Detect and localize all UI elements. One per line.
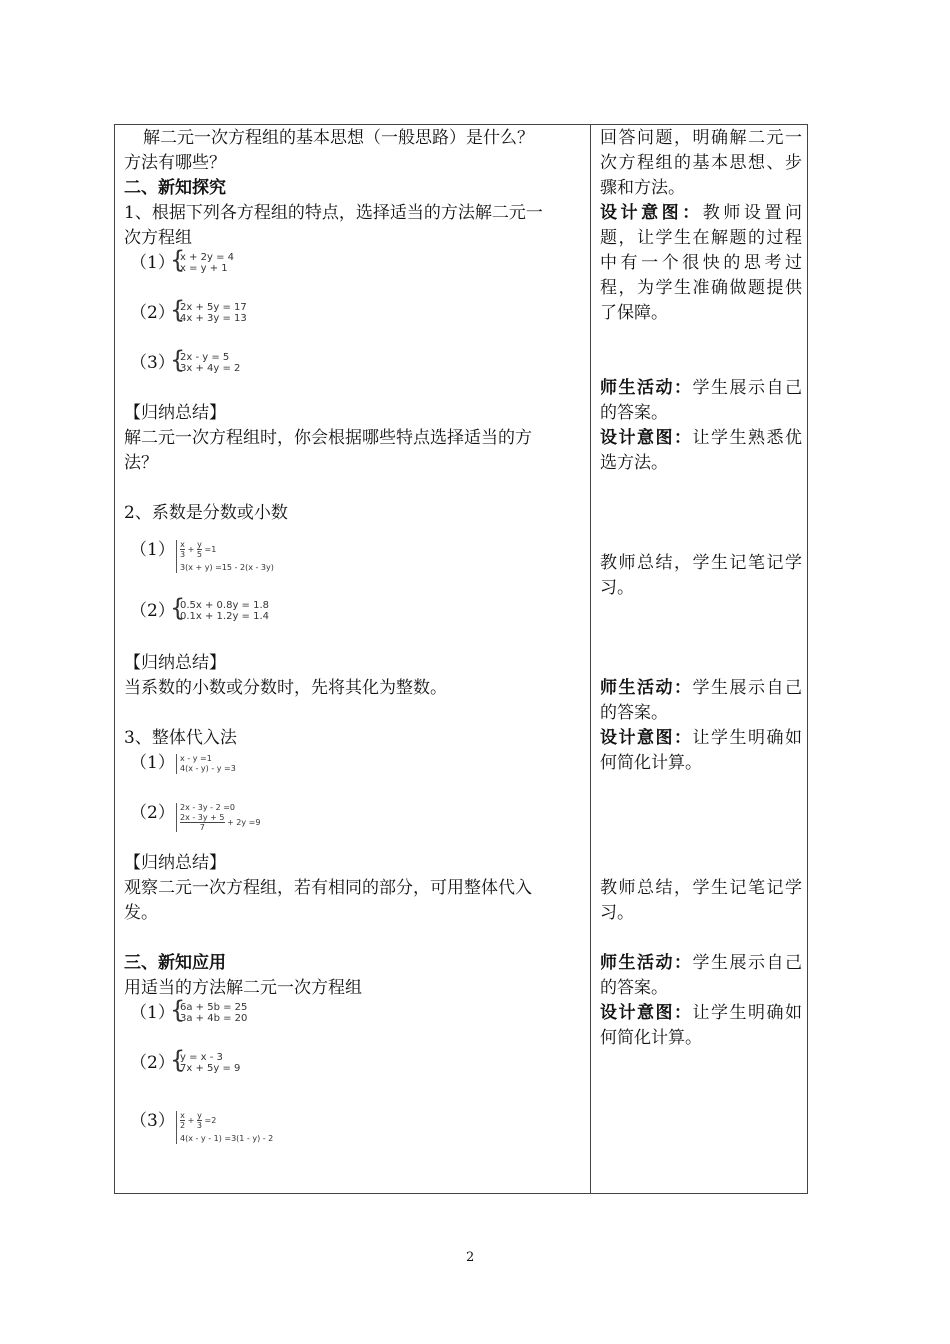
summary-heading-2: 【归纳总结】 xyxy=(124,653,226,673)
equation: $\frac{2x - 3y + 5}{7}$ + 2y =9 xyxy=(180,813,261,832)
summary-1-line-2: 法？ xyxy=(124,453,158,473)
note-activity-1: 师生活动：学生展示自己的答案。 xyxy=(600,378,802,423)
equation: 0.1x + 1.2y = 1.4 xyxy=(180,611,270,622)
equation-pair xyxy=(180,352,240,374)
application-system-2 xyxy=(124,1046,586,1076)
summary-heading-3: 【归纳总结】 xyxy=(124,853,226,873)
equation-pair xyxy=(176,754,236,774)
note-design-1: 设计意图：教师设置问题，让学生在解题的过程中有一个很快的思考过程，为学生准确做题提供了保障。 xyxy=(600,203,803,323)
equation: 3x + 4y = 2 xyxy=(180,363,241,374)
equation: 4(x - y) - y =3 xyxy=(180,764,236,773)
note-answer: 回答问题，明确解二元一次方程组的基本思想、步骤和方法。 xyxy=(600,128,802,198)
system-number: （3） xyxy=(130,1111,175,1131)
note-teacher-summary-2: 教师总结，学生记笔记学习。 xyxy=(600,878,802,923)
question-3: 3、整体代入法 xyxy=(124,728,237,748)
equation: 2x - 3y - 2 =0 xyxy=(180,803,236,812)
equation: 3a + 4b = 20 xyxy=(180,1013,248,1024)
table-column-divider xyxy=(590,124,591,1194)
brace-icon: { xyxy=(170,346,186,374)
summary-3-line-1: 观察二元一次方程组，若有相同的部分，可用整体代入 xyxy=(124,878,532,898)
equation: 7x + 5y = 9 xyxy=(180,1063,241,1074)
equation-pair xyxy=(180,302,247,324)
equation: x = y + 1 xyxy=(180,263,228,274)
substitution-system-2 xyxy=(124,801,586,832)
equation-pair xyxy=(176,540,274,573)
section-heading-apply: 三、新知应用 xyxy=(124,953,226,973)
note-design-4: 设计意图：让学生明确如何简化计算。 xyxy=(600,1003,802,1048)
equation: 3(x + y) =15 - 2(x - 3y) xyxy=(180,563,274,572)
system-1 xyxy=(124,246,586,276)
system-3 xyxy=(124,346,586,376)
decimal-system-2 xyxy=(124,594,586,624)
note-design-3: 设计意图：让学生明确如何简化计算。 xyxy=(600,728,802,773)
system-number: （3） xyxy=(130,353,175,373)
equation: 6a + 5b = 25 xyxy=(180,1002,248,1013)
equation: x - y =1 xyxy=(180,754,212,763)
fraction-system-1 xyxy=(124,526,586,601)
left-column xyxy=(124,126,586,1161)
application-system-1 xyxy=(124,996,586,1026)
equation: $\frac{x}{3}$ + $\frac{y}{5}$ =1 xyxy=(180,540,217,559)
equation: y = x - 3 xyxy=(180,1052,223,1063)
substitution-system-1 xyxy=(124,751,586,776)
note-activity-3: 师生活动：学生展示自己的答案。 xyxy=(600,953,802,998)
brace-icon: { xyxy=(170,246,186,274)
equation: 2x + 5y = 17 xyxy=(180,302,247,313)
system-2 xyxy=(124,296,586,326)
equation: 0.5x + 0.8y = 1.8 xyxy=(180,600,270,611)
application-intro: 用适当的方法解二元一次方程组 xyxy=(124,978,362,998)
brace-icon: { xyxy=(170,296,186,324)
question-1-line-1: 1、根据下列各方程组的特点，选择适当的方法解二元一 xyxy=(124,203,543,223)
question-1-line-2: 次方程组 xyxy=(124,228,192,248)
equation-pair xyxy=(180,1002,247,1024)
note-design-2: 设计意图：让学生熟悉优选方法。 xyxy=(600,428,802,473)
equation: 4(x - y - 1) =3(1 - y) - 2 xyxy=(180,1134,274,1143)
summary-heading-1: 【归纳总结】 xyxy=(124,403,226,423)
intro-line-1: 解二元一次方程组的基本思想（一般思路）是什么？ xyxy=(143,128,534,148)
intro-line-2: 方法有哪些？ xyxy=(124,153,226,173)
summary-2: 当系数的小数或分数时，先将其化为整数。 xyxy=(124,678,447,698)
system-number: （2） xyxy=(130,303,175,323)
equation: 2x - y = 5 xyxy=(180,352,230,363)
question-2: 2、系数是分数或小数 xyxy=(124,503,288,523)
system-number: （1） xyxy=(130,253,175,273)
section-heading-explore: 二、新知探究 xyxy=(124,178,226,198)
equation-pair xyxy=(176,803,260,832)
summary-1-line-1: 解二元一次方程组时，你会根据哪些特点选择适当的方 xyxy=(124,428,532,448)
application-system-3 xyxy=(124,1101,586,1161)
equation-pair xyxy=(180,1052,240,1074)
brace-icon: { xyxy=(170,594,186,622)
equation: 4x + 3y = 13 xyxy=(180,313,247,324)
summary-3-line-2: 发。 xyxy=(124,903,158,923)
system-number: （2） xyxy=(130,803,175,823)
system-number: （1） xyxy=(130,540,175,560)
equation: $\frac{x}{2}$ + $\frac{y}{3}$ =2 xyxy=(180,1111,217,1130)
system-number: （2） xyxy=(130,601,175,621)
brace-icon: { xyxy=(170,996,186,1024)
system-number: （1） xyxy=(130,1003,175,1023)
note-activity-2: 师生活动：学生展示自己的答案。 xyxy=(600,678,802,723)
right-column xyxy=(600,126,802,1051)
equation-pair xyxy=(180,600,269,622)
equation: x + 2y = 4 xyxy=(180,252,235,263)
system-number: （1） xyxy=(130,753,175,773)
equation-pair xyxy=(176,1111,273,1144)
equation-pair xyxy=(180,252,234,274)
page-number: 2 xyxy=(466,1250,475,1265)
note-teacher-summary-1: 教师总结，学生记笔记学习。 xyxy=(600,553,802,598)
system-number: （2） xyxy=(130,1053,175,1073)
brace-icon: { xyxy=(170,1046,186,1074)
